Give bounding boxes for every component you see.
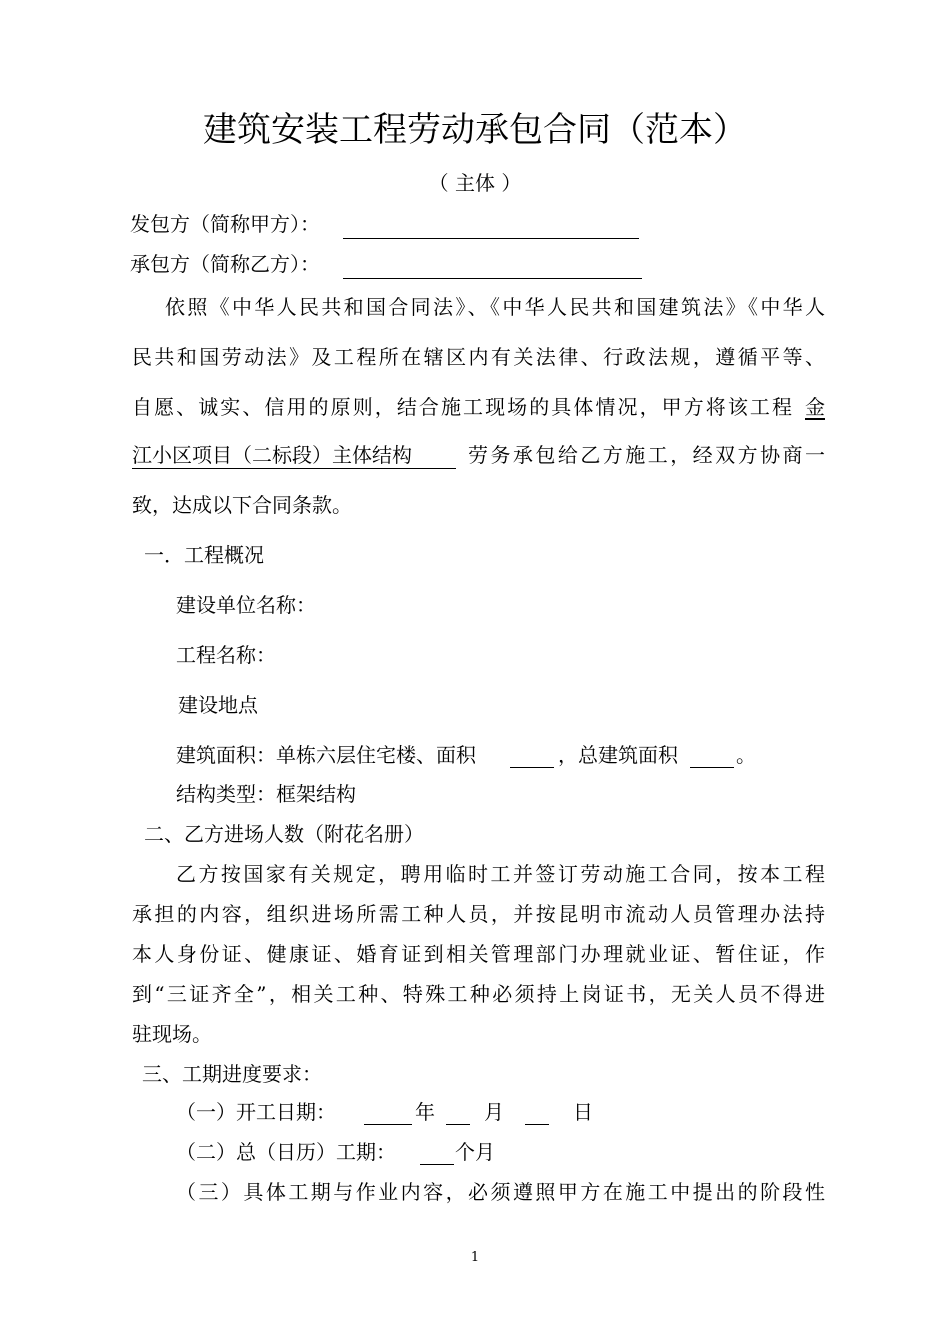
party-a-label: 发包方（简称甲方）： [130,212,320,236]
section-2-heading: 二、乙方进场人数（附花名册） [144,822,424,846]
party-b-blank [343,278,642,279]
intro-project-underline [132,468,456,469]
duration-label: （二）总（日历）工期： [176,1140,396,1164]
start-date-label: （一）开工日期： [176,1100,336,1124]
location-label: 建设地点 [178,693,258,717]
duration-blank [420,1164,454,1165]
intro-line-3: 自愿、诚实、信用的原则，结合施工现场的具体情况，甲方将该工程 [132,395,792,419]
area-blank [510,767,554,768]
section-2-line-2: 承担的内容，组织进场所需工种人员，并按昆明市流动人员管理办法持 [132,902,825,926]
area-middle: ，总建筑面积 [558,743,678,767]
year-label: 年 [415,1100,435,1124]
section-2-line-1: 乙方按国家有关规定，聘用临时工并签订劳动施工合同，按本工程 [176,862,825,886]
start-month-blank [446,1124,470,1125]
project-name-label: 工程名称： [176,643,276,667]
duration-suffix: 个月 [455,1140,495,1164]
schedule-detail-line: （三）具体工期与作业内容，必须遵照甲方在施工中提出的阶段性 [176,1180,825,1204]
intro-line-2: 民共和国劳动法》及工程所在辖区内有关法律、行政法规，遵循平等、 [132,345,825,369]
section-2-line-5: 驻现场。 [132,1022,212,1046]
document-title: 建筑安装工程劳动承包合同（范本） [203,110,747,150]
intro-line-3-project-start: 金 [805,395,825,419]
page-number: 1 [470,1250,480,1265]
intro-line-1: 依照《中华人民共和国合同法》、《中华人民共和国建筑法》《中华人 [165,295,825,319]
month-label: 月 [484,1100,504,1124]
section-1-heading: 一．工程概况 [144,543,264,567]
area-prefix: 建筑面积：单栋六层住宅楼、面积 [176,743,476,767]
start-day-blank [525,1124,549,1125]
intro-line-4-rest: 劳务承包给乙方施工，经双方协商一 [468,443,825,467]
document-subtitle: （ 主体 ） [428,171,522,195]
start-year-blank [364,1124,412,1125]
area-suffix: 。 [736,743,756,767]
intro-line-5: 致，达成以下合同条款。 [132,493,352,517]
intro-project-name: 江小区项目（二标段）主体结构 [132,443,412,467]
day-label: 日 [573,1100,593,1124]
construction-unit-label: 建设单位名称： [176,593,316,617]
section-2-line-3: 本人身份证、健康证、婚育证到相关管理部门办理就业证、暂住证，作 [132,942,825,966]
section-2-line-4: 到“三证齐全”，相关工种、特殊工种必须持上岗证书，无关人员不得进 [132,982,825,1006]
party-a-blank [343,238,639,239]
section-3-heading: 三、工期进度要求： [142,1062,322,1086]
structure-type: 结构类型：框架结构 [176,782,356,806]
party-b-label: 承包方（简称乙方）： [130,252,320,276]
total-area-blank [690,767,734,768]
